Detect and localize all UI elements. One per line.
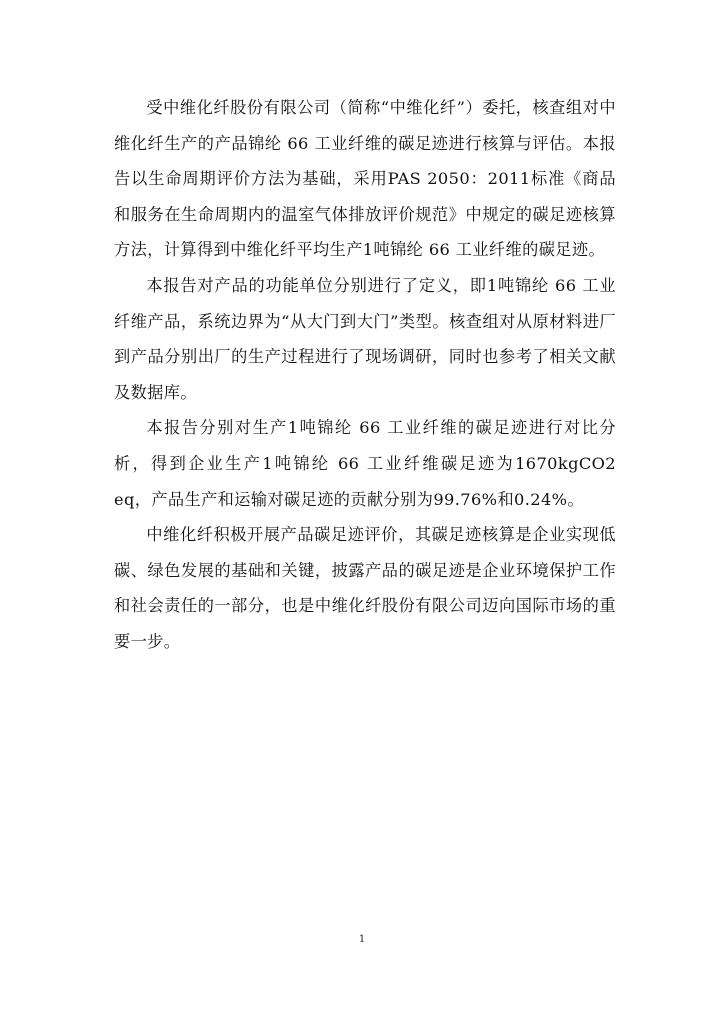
document-body [114,90,616,660]
paragraph-significance: 中维化纤积极开展产品碳足迹评价，其碳足迹核算是企业实现低碳、绿色发展的基础和关键，披露产品的碳足迹是企业环境保护工作和社会责任的一部分，也是中维化纤股份有限公司迈向国际市场的重要一步。 [114,525,616,651]
page-number: 1 [358,934,366,945]
paragraph-commission: 受中维化纤股份有限公司（简称“中维化纤”）委托，核查组对中维化纤生产的产品锦纶 66 工业纤维的碳足迹进行核算与评估。本报告以生命周期评价方法为基础，采用PAS 2050：2011标准《商品和服务在生命周期内的温室气体排放评价规范》中规定的碳足迹核算方法，计算得到中维化纤平均生产1吨锦纶 66 工业纤维的碳足迹。 [114,98,616,260]
paragraph-result: 本报告分别对生产1吨锦纶 66 工业纤维的碳足迹进行对比分析，得到企业生产1吨锦纶 66 工业纤维碳足迹为1670kgCO2 eq，产品生产和运输对碳足迹的贡献分别为99.76%和0.24%。 [114,418,616,509]
paragraph-functional-unit: 本报告对产品的功能单位分别进行了定义，即1吨锦纶 66 工业纤维产品，系统边界为“从大门到大门”类型。核查组对从原材料进厂到产品分别出厂的生产过程进行了现场调研，同时也参考了相关文献及数据库。 [114,275,616,402]
